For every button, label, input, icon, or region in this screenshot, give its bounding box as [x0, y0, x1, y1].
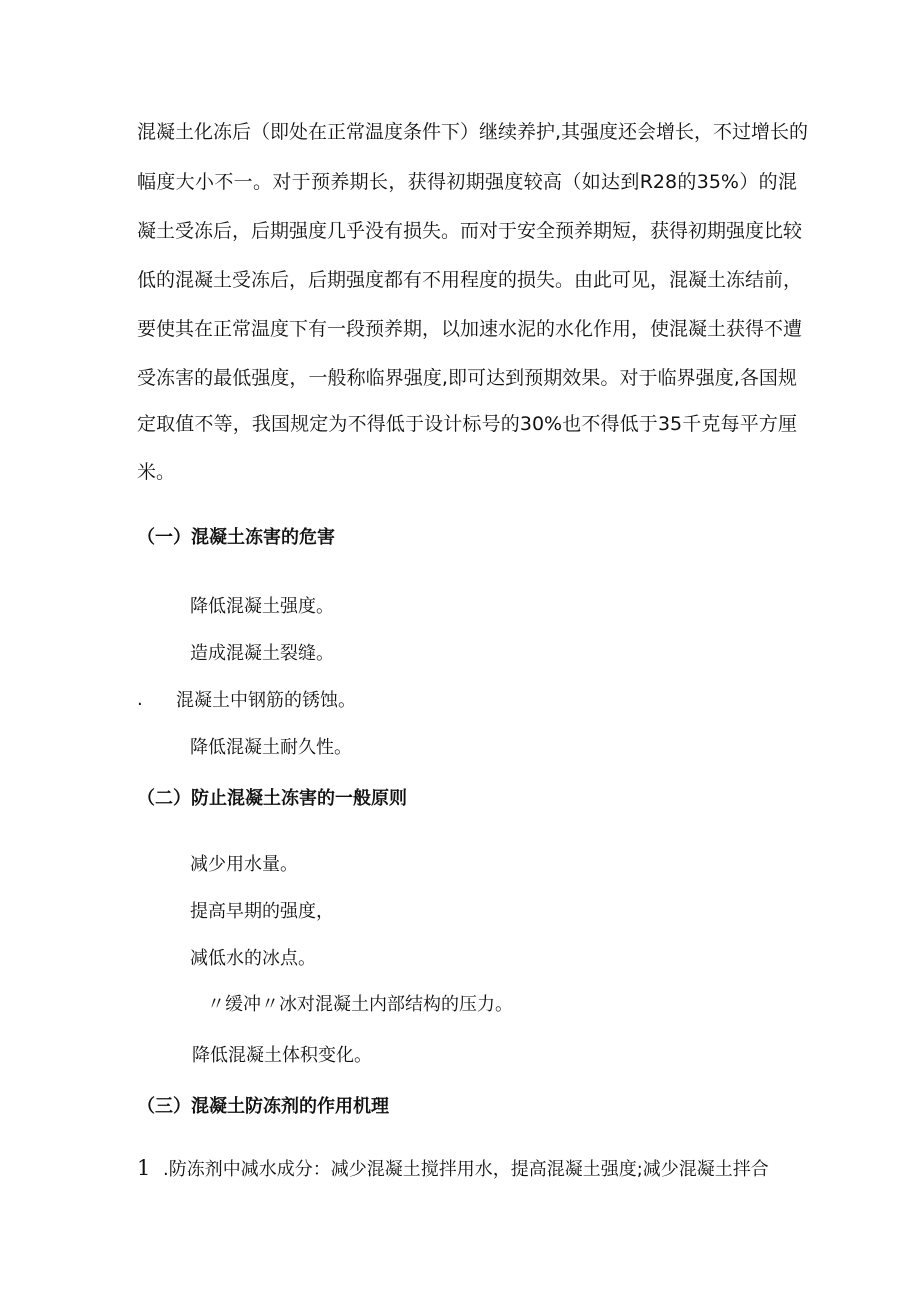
section1-item-3: 混凝土中钢筋的锈蚀。: [176, 690, 356, 711]
section2-item-2: 提高早期的强度，: [190, 901, 334, 922]
item-number: 1: [137, 1156, 151, 1180]
section-heading-2: （二）防止混凝土冻害的一般原则: [137, 788, 407, 809]
section2-item-5: 降低混凝土体积变化。: [192, 1045, 372, 1066]
item-text: .防冻剂中减水成分：减少混凝土搅拌用水，提高混凝土强度;减少混凝土拌合: [163, 1159, 769, 1180]
section1-item-1: 降低混凝土强度。: [190, 596, 334, 617]
paragraph-line-5: 要使其在正常温度下有一段预养期，以加速水泥的水化作用，使混凝土获得不遭: [137, 318, 803, 340]
section2-item-4: 〃缓冲〃冰对混凝土内部结构的压力。: [207, 994, 513, 1015]
section-heading-3: （三）混凝土防冻剂的作用机理: [137, 1096, 389, 1117]
numbered-item-1: [137, 1155, 787, 1183]
section-heading-1: （一）混凝土冻害的危害: [137, 527, 335, 548]
paragraph-line-4: 低的混凝土受冻后，后期强度都有不用程度的损失。由此可见，混凝土冻结前，: [137, 269, 803, 291]
paragraph-line-1: 混凝土化冻后（即处在正常温度条件下）继续养护,其强度还会增长，不过增长的: [137, 121, 809, 143]
section1-item-2: 造成混凝土裂缝。: [190, 643, 334, 664]
section2-item-3: 减低水的冰点。: [190, 948, 316, 969]
paragraph-line-2: 幅度大小不一。对于预养期长，获得初期强度较高（如达到R28的35%）的混: [137, 171, 797, 193]
section1-item-4: 降低混凝土耐久性。: [190, 737, 352, 758]
section2-item-1: 减少用水量。: [190, 854, 298, 875]
paragraph-line-7: 定取值不等，我国规定为不得低于设计标号的30%也不得低于35千克每平方厘: [137, 413, 797, 435]
paragraph-line-3: 凝土受冻后，后期强度几乎没有损失。而对于安全预养期短，获得初期强度比较: [137, 220, 803, 242]
stray-dot: .: [137, 689, 143, 710]
paragraph-line-8: 米。: [137, 461, 176, 483]
paragraph-line-6: 受冻害的最低强度，一般称临界强度,即可达到预期效果。对于临界强度,各国规: [137, 367, 797, 389]
